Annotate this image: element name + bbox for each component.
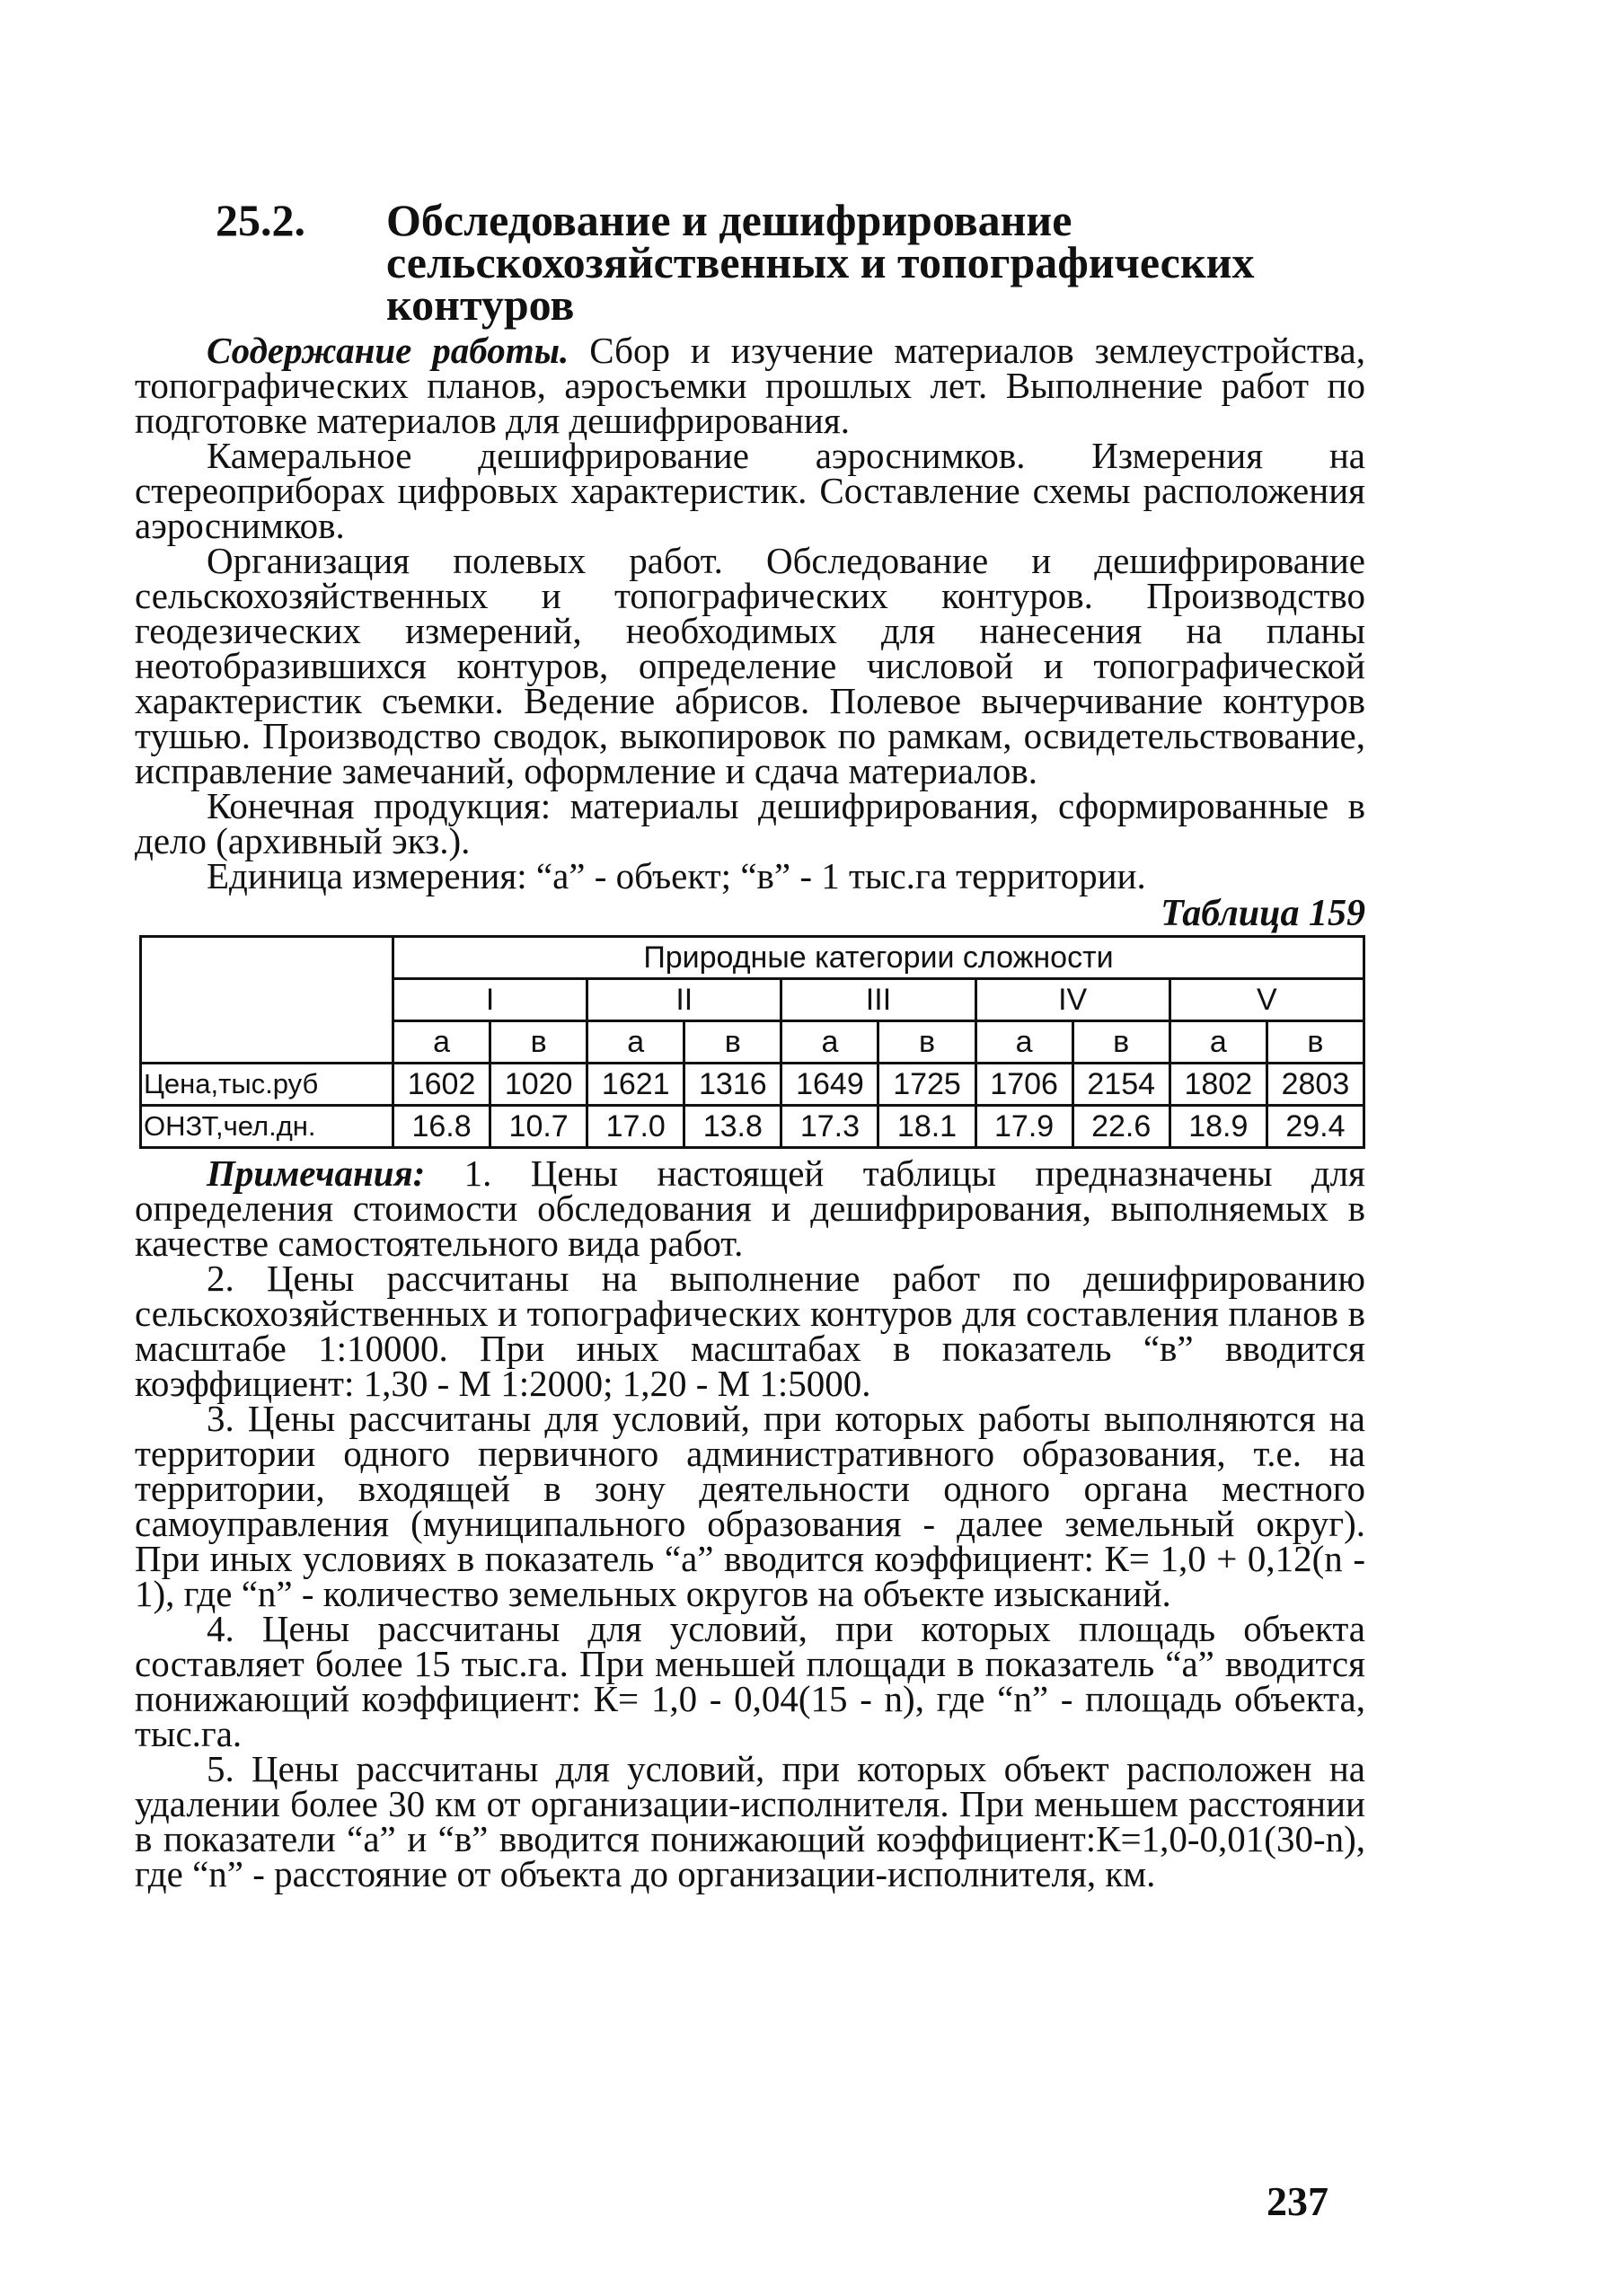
price-table	[139, 935, 1365, 1149]
table-row	[141, 1064, 1364, 1106]
note-4: 4. Цены рассчитаны для условий, при которых площадь объекта составляет более 15 тыс.га. При меньшей площади в показатель “а” вводится понижающий коэффициент: К= 1,0 - 0,04(15 - n), где “n” - площадь объекта, тыс.га.	[135, 1608, 1365, 1754]
table-cell: 13.8	[684, 1106, 781, 1148]
content-label: Содержание работы.	[207, 330, 569, 371]
table-cell: 1316	[684, 1064, 781, 1106]
table-cell: 18.1	[878, 1106, 975, 1148]
subcol-cell: в	[490, 1021, 587, 1064]
row-label-labor: ОНЗТ,чел.дн.	[141, 1106, 393, 1148]
page-number: 237	[1267, 2178, 1328, 2224]
note-3: 3. Цены рассчитаны для условий, при которых работы выполняются на территории одного первичного административного образования, т.е. на территории, входящей в зону деятельности одного органа местного самоуправления (муниципального образования - далее земельный округ). При иных условиях в показатель “а” вводится коэффициент: К= 1,0 + 0,12(n - 1), где “n” - количество земельных округов на объекте изысканий.	[135, 1398, 1365, 1614]
subcol-cell: а	[1169, 1021, 1267, 1064]
table-cell: 1802	[1169, 1064, 1267, 1106]
paragraph-4: Конечная продукция: материалы дешифрирования, сформированные в дело (архивный экз.).	[135, 785, 1365, 861]
table-cell: 1725	[878, 1064, 975, 1106]
table-header-row	[141, 937, 1364, 979]
table-cell: 1649	[781, 1064, 878, 1106]
table-cell: 17.9	[975, 1106, 1072, 1148]
row-label-price: Цена,тыс.руб	[141, 1064, 393, 1106]
table-cell: 1020	[490, 1064, 587, 1106]
table-cell: 17.0	[587, 1106, 684, 1148]
paragraph-2: Камеральное дешифрирование аэроснимков. Измерения на стереоприборах цифровых характеристик. Составление схемы расположения аэроснимков.	[135, 435, 1365, 546]
category-cell: III	[781, 979, 975, 1021]
table-cell: 18.9	[1169, 1106, 1267, 1148]
content-text: Сбор и изучение материалов землеустройства, топографических планов, аэросъемки прошлых лет. Выполнение работ по подготовке материалов для дешифрирования.	[135, 330, 1365, 441]
category-cell: II	[587, 979, 781, 1021]
table-corner-cell	[141, 937, 393, 1064]
subcol-cell: в	[684, 1021, 781, 1064]
table-cell: 2154	[1072, 1064, 1169, 1106]
table-cell: 1602	[393, 1064, 490, 1106]
paragraph-5: Единица измерения: “а” - объект; “в” - 1 тыс.га территории.	[207, 855, 1146, 896]
subcol-cell: а	[781, 1021, 878, 1064]
note-2: 2. Цены рассчитаны на выполнение работ по дешифрированию сельскохозяйственных и топографических контуров для составления планов в масштабе 1:10000. При иных масштабах в показатель “в” вводится коэффициент: 1,30 - М 1:2000; 1,20 - М 1:5000.	[135, 1258, 1365, 1404]
subcol-cell: в	[1072, 1021, 1169, 1064]
section-number: 25.2.	[216, 195, 305, 245]
note-1	[135, 1152, 1366, 1264]
section-heading	[135, 195, 1365, 330]
table-cell: 1706	[975, 1064, 1072, 1106]
notes-label: Примечания:	[207, 1152, 426, 1194]
subcol-cell: а	[393, 1021, 490, 1064]
table-cell: 22.6	[1072, 1106, 1169, 1148]
note-5: 5. Цены рассчитаны для условий, при которых объект расположен на удалении более 30 км от организации-исполнителя. При меньшем расстоянии в показатели “а” и “в” вводится понижающий коэффициент:К=1,0-0,01(30-n), где “n” - расстояние от объекта до организации-исполнителя, км.	[135, 1748, 1365, 1894]
table-cell: 29.4	[1267, 1106, 1364, 1148]
table-cell: 10.7	[490, 1106, 587, 1148]
paragraph-content	[135, 330, 1365, 441]
table-cell: 17.3	[781, 1106, 878, 1148]
table-row	[141, 1106, 1364, 1148]
subcol-cell: в	[1267, 1021, 1364, 1064]
section-title: Обследование и дешифрирование сельскохозяйственных и топографических контуров	[386, 195, 1255, 330]
table-cell: 16.8	[393, 1106, 490, 1148]
category-cell: IV	[975, 979, 1169, 1021]
table-cell: 1621	[587, 1064, 684, 1106]
notes-block	[135, 1152, 1366, 1894]
page-body	[135, 195, 1366, 1894]
paragraph-3: Организация полевых работ. Обследование и дешифрирование сельскохозяйственных и топографических контуров. Производство геодезических измерений, необходимых для нанесения на планы неотобразившихся контуров, определение числовой и топографической характеристик съемки. Ведение абрисов. Полевое вычерчивание контуров тушью. Производство сводок, выкопировок по рамкам, освидетельствование, исправление замечаний, оформление и сдача материалов.	[135, 540, 1365, 791]
note-1-text: 1. Цены настоящей таблицы предназначены для определения стоимости обследования и дешифрирования, выполняемых в качестве самостоятельного вида работ.	[135, 1152, 1366, 1264]
table-main-header: Природные категории сложности	[393, 937, 1364, 979]
category-cell: V	[1169, 979, 1364, 1021]
subcol-cell: а	[975, 1021, 1072, 1064]
table-cell: 2803	[1267, 1064, 1364, 1106]
category-cell: I	[393, 979, 587, 1021]
table-caption: Таблица 159	[1161, 893, 1365, 934]
subcol-cell: а	[587, 1021, 684, 1064]
subcol-cell: в	[878, 1021, 975, 1064]
